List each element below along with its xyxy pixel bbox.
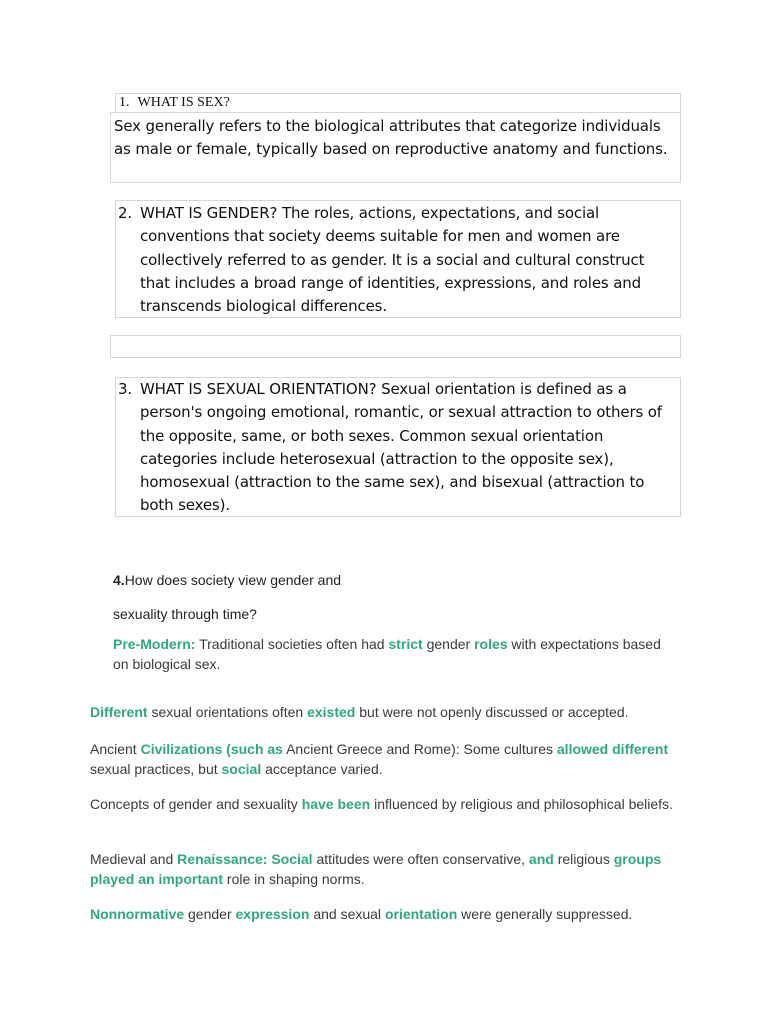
highlighted-term: expression — [235, 906, 310, 922]
paragraph-text: Ancient Greece and Rome): Some cultures — [282, 741, 557, 757]
question-2-box — [115, 200, 681, 318]
question-1-answer-box — [110, 112, 681, 183]
paragraph-text: Medieval and — [90, 851, 178, 867]
question-1-heading: WHAT IS SEX? — [137, 95, 230, 110]
question-4-line-1 — [113, 572, 341, 588]
highlighted-term: Civilizations (such as — [140, 741, 283, 757]
paragraph-text: gender — [184, 906, 236, 922]
question-1-answer: Sex generally refers to the biological attributes that categorize individuals as male or female, typically based on reproductive anatomy and functions. — [114, 117, 668, 158]
question-3-box — [115, 377, 681, 517]
question-3-number: 3. — [118, 380, 133, 398]
paragraph-text: Ancient — [90, 741, 141, 757]
paragraph-text: but were not openly discussed or accepted. — [355, 704, 629, 720]
paragraph-text: with expectations based on biological sex. — [113, 636, 661, 672]
paragraph-text: were generally suppressed. — [457, 906, 633, 922]
highlighted-term: Renaissance: Social — [177, 851, 313, 867]
question-1-number: 1. — [119, 95, 130, 110]
highlighted-term: existed — [307, 704, 356, 720]
paragraph-text: attitudes were often conservative, — [312, 851, 529, 867]
highlighted-term: allowed different — [556, 741, 669, 757]
question-2-number: 2. — [118, 204, 133, 222]
highlighted-term: orientation — [384, 906, 458, 922]
highlighted-term: roles — [474, 636, 508, 652]
highlighted-term: have been — [301, 796, 371, 812]
paragraph-concepts — [90, 795, 680, 815]
paragraph-text: and sexual — [309, 906, 385, 922]
empty-text-box — [110, 335, 681, 358]
paragraph-text: Concepts of gender and sexuality — [90, 796, 302, 812]
question-3-text: WHAT IS SEXUAL ORIENTATION? Sexual orientation is defined as a person's ongoing emotional, romantic, or sexual attraction to others of the opposite, same, or both sexes. Common sexual orientation categories include heterosexual (attraction to the opposite sex), homosexual (attraction to the same sex), and bisexual (attraction to both sexes). — [140, 380, 662, 515]
paragraph-text: role in shaping norms. — [223, 870, 365, 887]
highlighted-term: social — [221, 760, 262, 777]
paragraph-text: sexual practices, but — [90, 760, 222, 777]
paragraph-nonnormative — [90, 905, 690, 925]
highlighted-term: strict — [388, 636, 423, 652]
highlighted-term: and — [528, 851, 554, 867]
paragraph-pre-modern — [113, 635, 673, 674]
question-1-heading-box — [115, 93, 681, 113]
paragraph-ancient-civilizations — [90, 740, 680, 779]
question-4-number: 4. — [113, 572, 125, 588]
paragraph-text: Traditional societies often had — [195, 636, 389, 652]
highlighted-term: Different — [90, 704, 148, 720]
highlighted-term: Nonnormative — [90, 906, 185, 922]
paragraph-text: religious — [553, 851, 614, 867]
paragraph-different-orientations — [90, 703, 690, 723]
paragraph-text: acceptance varied. — [261, 760, 383, 777]
paragraph-text: sexual orientations often — [147, 704, 308, 720]
paragraph-medieval-renaissance — [90, 850, 680, 889]
question-4-line-2: sexuality through time? — [113, 606, 257, 622]
question-2-text: WHAT IS GENDER? The roles, actions, expectations, and social conventions that society deems suitable for men and women are collectively referred to as gender. It is a social and cultural construct that includes a broad range of identities, expressions, and roles and transcends biological differences. — [140, 204, 645, 316]
highlighted-term: Pre-Modern: — [113, 636, 196, 652]
question-4-text-1: How does society view gender and — [124, 572, 342, 588]
paragraph-text: gender — [422, 636, 475, 652]
paragraph-text: influenced by religious and philosophical beliefs. — [370, 796, 673, 812]
highlighted-term: groups played an important — [90, 851, 662, 887]
